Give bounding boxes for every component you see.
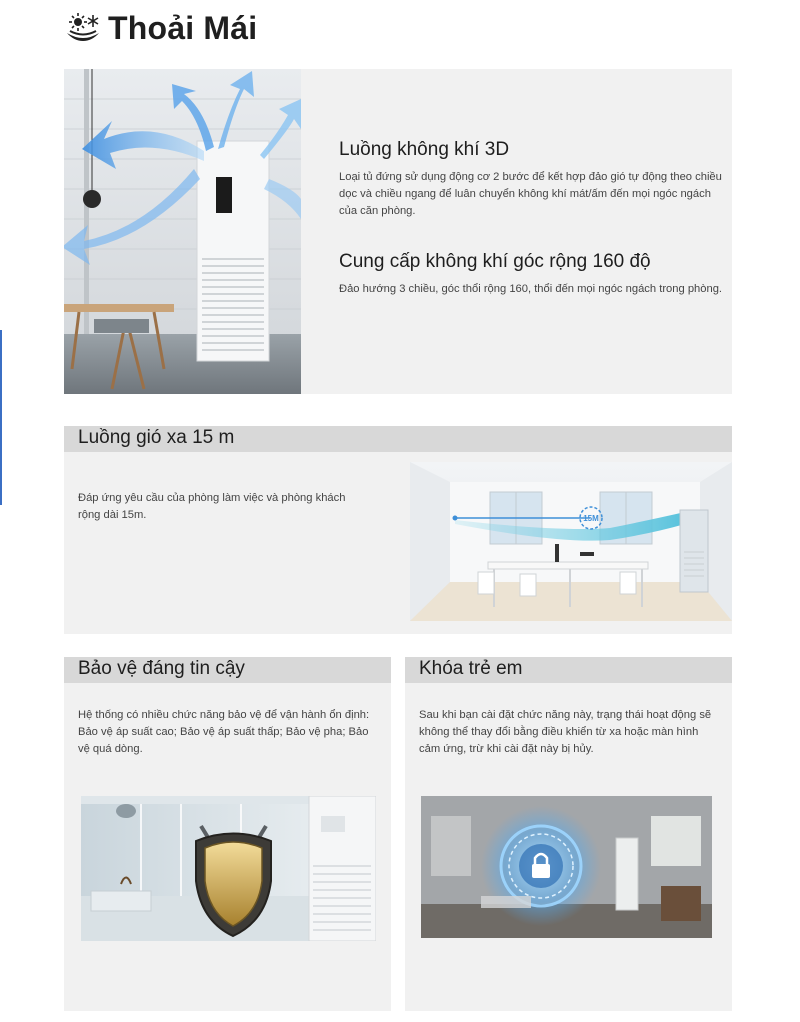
child-lock-image (421, 796, 712, 938)
left-edge-accent (0, 330, 2, 505)
page-title: Thoải Mái (108, 9, 258, 46)
section-protection (64, 683, 391, 1011)
air-conditioner-3d-airflow-image (64, 69, 301, 394)
section-airflow-title: Luồng gió xa 15 m (78, 427, 235, 448)
section-3d-airflow (64, 69, 732, 394)
feature-wide-angle-title: Cung cấp không khí góc rộng 160 độ (339, 251, 651, 272)
page-header (64, 8, 257, 48)
office-airflow-image (410, 462, 732, 621)
section-childlock-header (405, 657, 732, 683)
section-childlock (405, 683, 732, 1011)
section-protection-title: Bảo vệ đáng tin cậy (78, 658, 245, 679)
feature-wide-angle-text: Đảo hướng 3 chiều, góc thổi rộng 160, thổi đến mọi ngóc ngách trong phòng. (339, 283, 723, 295)
section-childlock-title: Khóa trẻ em (419, 658, 523, 679)
section-airflow (64, 452, 732, 634)
section-childlock-text: Sau khi bạn cài đặt chức năng này, trạng thái hoạt động sẽ không thể thay đổi bằng điều khiển từ xa hoặc màn hình cảm ứng, trừ khi cài đặt này bị hủy. (419, 709, 712, 755)
section-protection-header (64, 657, 391, 683)
feature-3d-airflow-title: Luồng không khí 3D (339, 139, 510, 160)
features-text (339, 139, 724, 298)
distance-badge: 15M (583, 514, 599, 523)
shield-protection-image (81, 796, 376, 941)
section-airflow-text: Đáp ứng yêu cầu của phòng làm việc và phòng khách rộng dài 15m. (78, 492, 346, 521)
section-airflow-header (64, 426, 732, 452)
comfort-icon (64, 11, 102, 45)
feature-3d-airflow-text: Loại tủ đứng sử dụng động cơ 2 bước để kết hợp đảo gió tự động theo chiều dọc và chiều ngang để luân chuyển không khí mát/ấm đến mọi ngóc ngách của căn phòng. (339, 171, 722, 217)
section-protection-text: Hệ thống có nhiều chức năng bảo vệ để vận hành ổn định: Bảo vệ áp suất cao; Bảo vệ áp suất thấp; Bảo vệ pha; Bảo vệ quá dòng. (78, 709, 370, 755)
